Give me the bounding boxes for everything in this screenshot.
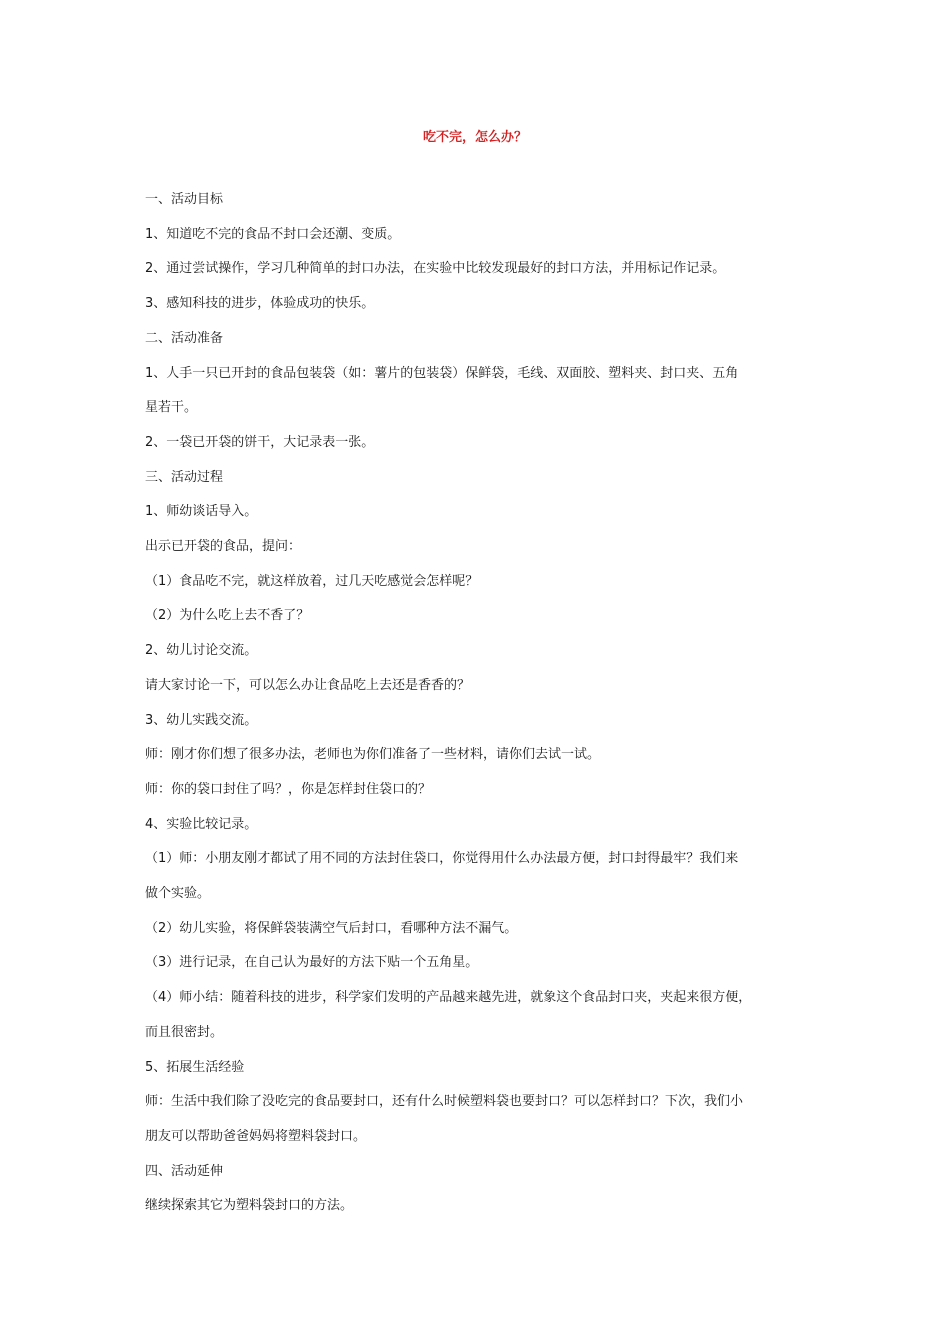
section-heading: 四、活动延伸 [145, 1163, 224, 1179]
paragraph-line: 做个实验。 [145, 886, 211, 902]
paragraph-line: 5、拓展生活经验 [145, 1059, 245, 1075]
paragraph-line: （1）食品吃不完，就这样放着，过几天吃感觉会怎样呢？ [145, 573, 479, 589]
paragraph-line: 2、幼儿讨论交流。 [145, 643, 258, 659]
paragraph-line: 1、知道吃不完的食品不封口会还潮、变质。 [145, 226, 401, 242]
paragraph-line: 星若干。 [145, 400, 198, 416]
document-body [145, 183, 810, 1224]
document-title: 吃不完，怎么办？ [422, 130, 527, 145]
section-heading: 三、活动过程 [145, 469, 224, 485]
section-heading: 二、活动准备 [145, 330, 224, 346]
paragraph-line: 出示已开袋的食品，提问： [145, 539, 302, 555]
paragraph-line: 请大家讨论一下，可以怎么办让食品吃上去还是香香的？ [145, 677, 471, 693]
paragraph-line: 师：生活中我们除了没吃完的食品要封口，还有什么时候塑料袋也要封口？可以怎样封口？下次，我们小 [145, 1094, 744, 1110]
paragraph-line: 师：你的袋口封住了吗？，你是怎样封住袋口的？ [145, 781, 432, 797]
paragraph-line: 2、一袋已开袋的饼干，大记录表一张。 [145, 434, 375, 450]
paragraph-line: 继续探索其它为塑料袋封口的方法。 [145, 1198, 354, 1214]
paragraph-line: 2、通过尝试操作，学习几种简单的封口办法，在实验中比较发现最好的封口方法，并用标记作记录。 [145, 261, 726, 277]
paragraph-line: 而且很密封。 [145, 1024, 224, 1040]
paragraph-line: （2）幼儿实验，将保鲜袋装满空气后封口，看哪种方法不漏气。 [145, 920, 518, 936]
paragraph-line: 4、实验比较记录。 [145, 816, 258, 832]
paragraph-line: 朋友可以帮助爸爸妈妈将塑料袋封口。 [145, 1128, 367, 1144]
paragraph-line: （4）师小结：随着科技的进步，科学家们发明的产品越来越先进，就象这个食品封口夹，夹起来很方便， [145, 990, 752, 1006]
paragraph-line: （1）师：小朋友刚才都试了用不同的方法封住袋口，你觉得用什么办法最方便，封口封得最牢？我们来 [145, 851, 739, 867]
section-heading: 一、活动目标 [145, 192, 224, 207]
paragraph-line: 3、幼儿实践交流。 [145, 712, 258, 728]
paragraph-line: 3、感知科技的进步，体验成功的快乐。 [145, 296, 375, 312]
paragraph-line: 师：刚才你们想了很多办法，老师也为你们准备了一些材料，请你们去试一试。 [145, 747, 601, 763]
paragraph-line: 1、人手一只已开封的食品包装袋（如：薯片的包装袋）保鲜袋，毛线、双面胶、塑料夹、封口夹、五角 [145, 365, 739, 381]
paragraph-line: （2）为什么吃上去不香了？ [145, 608, 310, 624]
paragraph-line: （3）进行记录，在自己认为最好的方法下贴一个五角星。 [145, 955, 479, 971]
paragraph-line: 1、师幼谈话导入。 [145, 504, 258, 520]
